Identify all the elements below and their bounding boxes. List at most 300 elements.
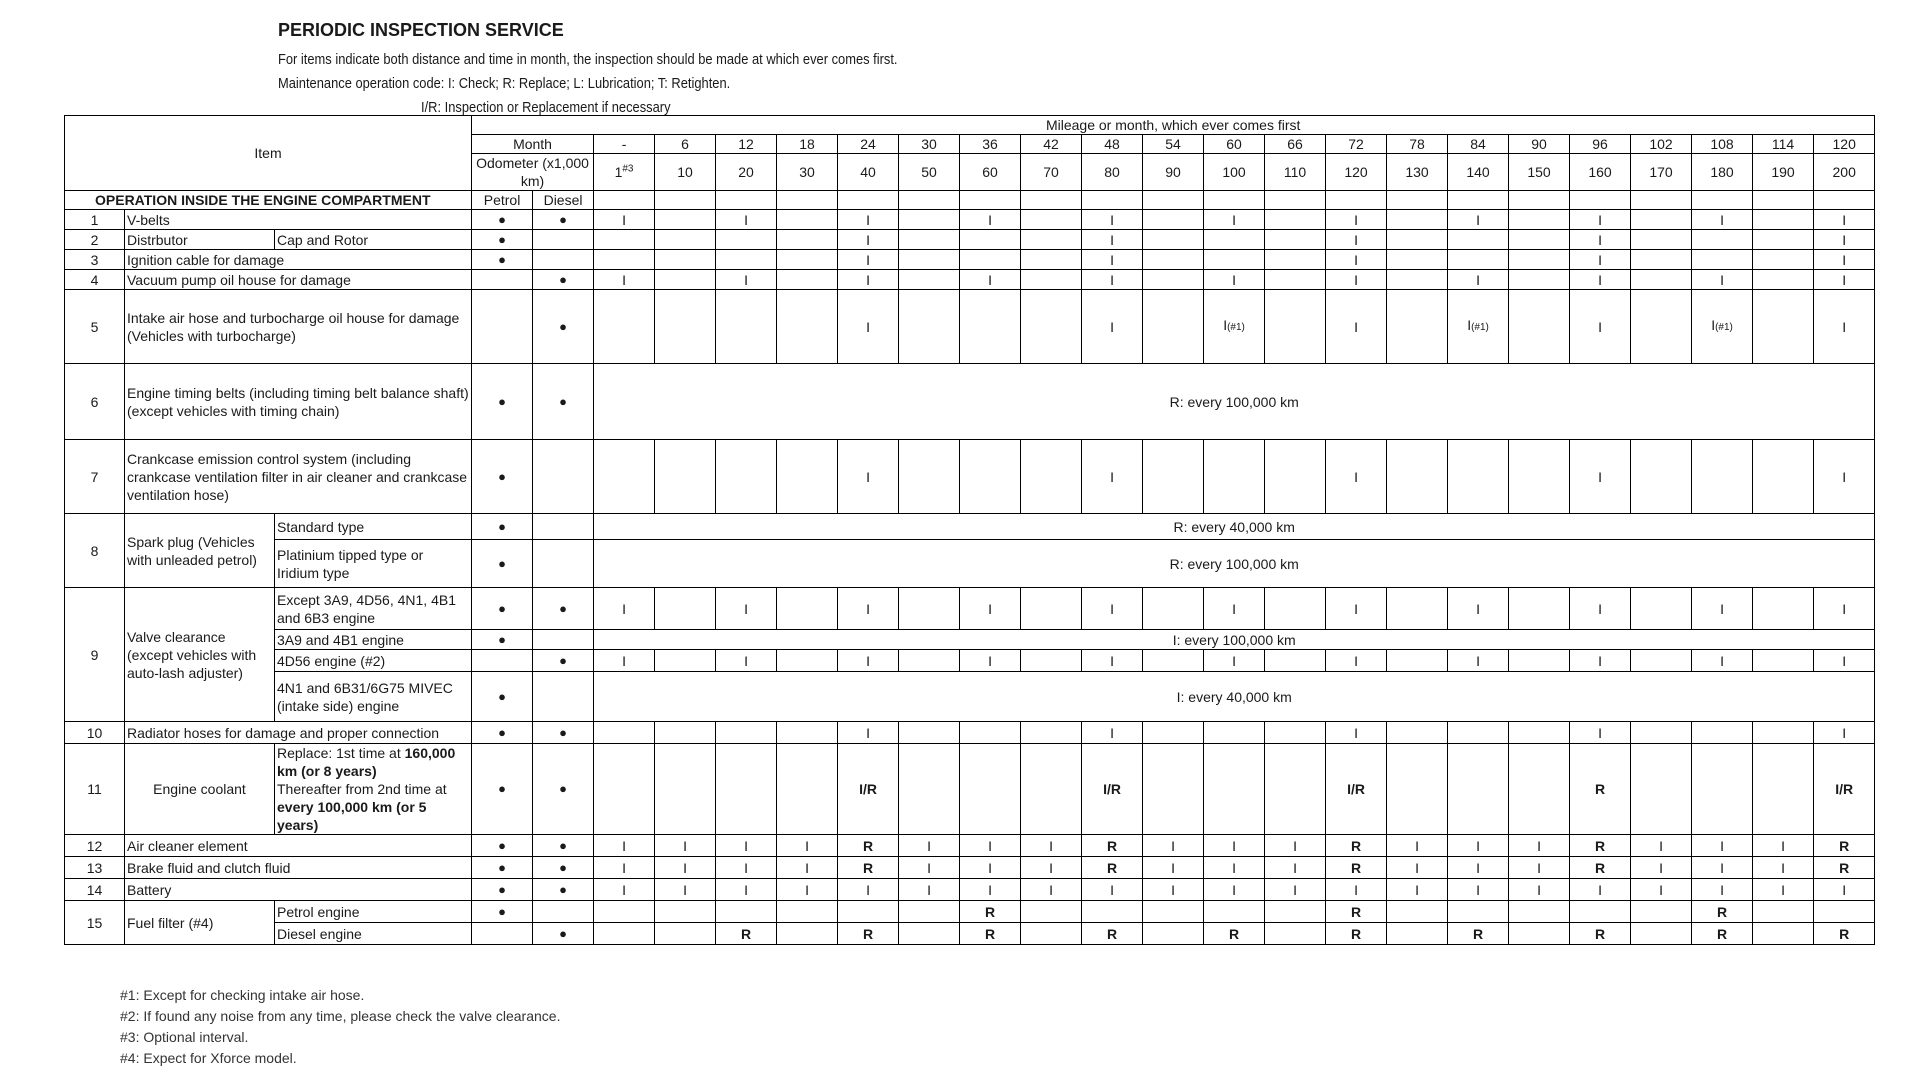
schedule-cell xyxy=(716,290,777,364)
schedule-cell: R xyxy=(1082,857,1143,879)
interval-span: I: every 40,000 km xyxy=(594,672,1875,722)
schedule-cell xyxy=(1509,440,1570,514)
item-name: Radiator hoses for damage and proper connection xyxy=(125,722,472,744)
item-name: Fuel filter (#4) xyxy=(125,901,275,945)
schedule-cell: I xyxy=(716,879,777,901)
schedule-cell xyxy=(1631,722,1692,744)
schedule-cell: I xyxy=(960,857,1021,879)
empty-cell xyxy=(1570,191,1631,210)
schedule-cell: R xyxy=(1692,901,1753,923)
schedule-cell xyxy=(594,250,655,270)
diesel-mark xyxy=(533,672,594,722)
petrol-mark: ● xyxy=(472,250,533,270)
month-value: 18 xyxy=(777,135,838,154)
schedule-cell: I xyxy=(960,210,1021,230)
petrol-mark: ● xyxy=(472,722,533,744)
schedule-cell: I xyxy=(1448,588,1509,630)
schedule-cell: R xyxy=(960,923,1021,945)
month-value: 66 xyxy=(1265,135,1326,154)
schedule-cell xyxy=(899,650,960,672)
item-subtype: Except 3A9, 4D56, 4N1, 4B1 and 6B3 engine xyxy=(275,588,472,630)
schedule-cell xyxy=(1631,270,1692,290)
schedule-cell: I xyxy=(838,650,899,672)
schedule-cell xyxy=(1631,210,1692,230)
schedule-cell xyxy=(960,744,1021,835)
table-row-1 xyxy=(65,210,1875,230)
schedule-cell xyxy=(960,722,1021,744)
schedule-cell: I xyxy=(1204,857,1265,879)
empty-cell xyxy=(1143,191,1204,210)
schedule-cell xyxy=(1814,901,1875,923)
schedule-cell: R xyxy=(1448,923,1509,945)
schedule-cell xyxy=(1753,210,1814,230)
schedule-cell xyxy=(1753,650,1814,672)
schedule-cell: I xyxy=(1692,879,1753,901)
month-value: 90 xyxy=(1509,135,1570,154)
schedule-cell xyxy=(777,270,838,290)
schedule-cell: I xyxy=(1814,879,1875,901)
footnote-2: #2: If found any noise from any time, please check the valve clearance. xyxy=(120,1008,561,1024)
interval-span: R: every 100,000 km xyxy=(594,540,1875,588)
row-number: 5 xyxy=(65,290,125,364)
schedule-cell xyxy=(1021,440,1082,514)
schedule-cell: R xyxy=(1326,901,1387,923)
schedule-cell xyxy=(777,210,838,230)
schedule-cell: I xyxy=(960,835,1021,857)
empty-cell xyxy=(960,191,1021,210)
item-name: Valve clearance (except vehicles with auto-lash adjuster) xyxy=(125,588,275,722)
schedule-cell: I xyxy=(1082,650,1143,672)
schedule-cell xyxy=(1387,901,1448,923)
diesel-mark: ● xyxy=(533,210,594,230)
schedule-cell xyxy=(1143,290,1204,364)
schedule-cell xyxy=(655,901,716,923)
schedule-cell xyxy=(655,440,716,514)
schedule-cell xyxy=(1753,722,1814,744)
schedule-cell xyxy=(1021,230,1082,250)
schedule-cell xyxy=(1387,588,1448,630)
footnotes xyxy=(120,985,560,1069)
schedule-cell: I(#1) xyxy=(1692,290,1753,364)
schedule-cell: I xyxy=(1509,879,1570,901)
month-value: 84 xyxy=(1448,135,1509,154)
schedule-cell: R xyxy=(1570,923,1631,945)
schedule-cell: I xyxy=(716,857,777,879)
diesel-mark: ● xyxy=(533,835,594,857)
petrol-mark xyxy=(472,923,533,945)
schedule-cell xyxy=(1387,744,1448,835)
table-row-8-2 xyxy=(65,540,1875,588)
empty-cell xyxy=(1021,191,1082,210)
schedule-cell xyxy=(655,230,716,250)
schedule-cell xyxy=(1509,744,1570,835)
petrol-mark: ● xyxy=(472,364,533,440)
schedule-cell: R xyxy=(838,835,899,857)
odometer-value: 200 xyxy=(1814,154,1875,191)
odometer-value: 70 xyxy=(1021,154,1082,191)
schedule-cell xyxy=(1692,744,1753,835)
schedule-cell: I xyxy=(838,588,899,630)
schedule-cell: I xyxy=(1082,270,1143,290)
table-row-2 xyxy=(65,230,1875,250)
schedule-cell xyxy=(899,250,960,270)
item-name: Vacuum pump oil house for damage xyxy=(125,270,472,290)
month-value: 78 xyxy=(1387,135,1448,154)
schedule-cell: I/R xyxy=(1814,744,1875,835)
schedule-cell: I xyxy=(1326,650,1387,672)
schedule-cell: I xyxy=(716,210,777,230)
schedule-cell: I xyxy=(716,650,777,672)
schedule-cell xyxy=(1143,250,1204,270)
schedule-cell: R xyxy=(1814,835,1875,857)
schedule-cell xyxy=(1448,230,1509,250)
schedule-cell: I xyxy=(1570,210,1631,230)
schedule-cell xyxy=(655,210,716,230)
month-value: 60 xyxy=(1204,135,1265,154)
coolant-note-part: 160,000 km (or 8 years) xyxy=(277,745,456,779)
odometer-value: 190 xyxy=(1753,154,1814,191)
schedule-cell: I xyxy=(1814,270,1875,290)
item-name: Ignition cable for damage xyxy=(125,250,472,270)
schedule-cell xyxy=(1631,744,1692,835)
schedule-cell xyxy=(1387,440,1448,514)
row-number: 15 xyxy=(65,901,125,945)
empty-cell xyxy=(777,191,838,210)
row-number: 6 xyxy=(65,364,125,440)
schedule-cell xyxy=(777,901,838,923)
schedule-cell xyxy=(777,250,838,270)
month-value: 36 xyxy=(960,135,1021,154)
schedule-cell: I xyxy=(1631,879,1692,901)
empty-cell xyxy=(1082,191,1143,210)
schedule-cell xyxy=(594,722,655,744)
month-value: 120 xyxy=(1814,135,1875,154)
schedule-cell: I xyxy=(1326,722,1387,744)
month-value: 114 xyxy=(1753,135,1814,154)
month-label: Month xyxy=(472,135,594,154)
schedule-cell xyxy=(1387,230,1448,250)
schedule-cell: I xyxy=(594,650,655,672)
interval-span: I: every 100,000 km xyxy=(594,630,1875,650)
month-value: 30 xyxy=(899,135,960,154)
item-name: Brake fluid and clutch fluid xyxy=(125,857,472,879)
schedule-cell: R xyxy=(1326,835,1387,857)
inspection-table-container xyxy=(64,115,1872,945)
schedule-cell xyxy=(594,901,655,923)
schedule-cell: R xyxy=(1082,923,1143,945)
schedule-cell xyxy=(1021,270,1082,290)
schedule-cell: I xyxy=(777,835,838,857)
month-value: 72 xyxy=(1326,135,1387,154)
schedule-cell: I xyxy=(1570,440,1631,514)
diesel-header: Diesel xyxy=(533,191,594,210)
schedule-cell xyxy=(1753,744,1814,835)
odometer-value: 130 xyxy=(1387,154,1448,191)
section-header-row xyxy=(65,191,1875,210)
schedule-cell xyxy=(1265,210,1326,230)
schedule-cell xyxy=(777,923,838,945)
diesel-mark xyxy=(533,630,594,650)
table-row-4 xyxy=(65,270,1875,290)
item-subtype: Platinium tipped type or Iridium type xyxy=(275,540,472,588)
empty-cell xyxy=(594,191,655,210)
schedule-cell xyxy=(1387,650,1448,672)
table-row-11 xyxy=(65,744,1875,835)
schedule-cell: I/R xyxy=(1326,744,1387,835)
diesel-mark xyxy=(533,901,594,923)
table-row-9-4 xyxy=(65,672,1875,722)
row-number: 3 xyxy=(65,250,125,270)
schedule-cell xyxy=(1204,722,1265,744)
inspection-table xyxy=(64,115,1875,945)
table-row-15-2 xyxy=(65,923,1875,945)
schedule-cell xyxy=(1448,744,1509,835)
schedule-cell xyxy=(1265,923,1326,945)
empty-cell xyxy=(1631,191,1692,210)
schedule-cell xyxy=(1143,722,1204,744)
item-name: Engine coolant xyxy=(125,744,275,835)
schedule-cell: I xyxy=(1448,210,1509,230)
schedule-cell: I xyxy=(1814,250,1875,270)
schedule-cell: I xyxy=(1631,857,1692,879)
schedule-cell: I xyxy=(655,879,716,901)
schedule-cell: I xyxy=(594,210,655,230)
schedule-cell xyxy=(1387,250,1448,270)
schedule-cell xyxy=(838,901,899,923)
empty-cell xyxy=(1204,191,1265,210)
schedule-cell: R xyxy=(1814,923,1875,945)
schedule-cell: I xyxy=(1265,879,1326,901)
schedule-cell: I/R xyxy=(1082,744,1143,835)
schedule-cell: I xyxy=(838,270,899,290)
intro-line-1: For items indicate both distance and time in month, the inspection should be made at which ever comes first. xyxy=(278,51,898,68)
schedule-cell xyxy=(716,901,777,923)
schedule-cell: I xyxy=(1082,722,1143,744)
item-name: Battery xyxy=(125,879,472,901)
petrol-mark xyxy=(472,290,533,364)
schedule-cell: I xyxy=(1143,857,1204,879)
schedule-cell: I xyxy=(777,879,838,901)
table-row-10 xyxy=(65,722,1875,744)
schedule-cell: I xyxy=(838,210,899,230)
diesel-mark xyxy=(533,230,594,250)
schedule-cell xyxy=(716,744,777,835)
schedule-cell xyxy=(1387,270,1448,290)
schedule-cell: I xyxy=(716,588,777,630)
schedule-cell xyxy=(594,744,655,835)
item-name: Distrbutor xyxy=(125,230,275,250)
coolant-note-part: every 100,000 km (or 5 years) xyxy=(277,799,427,833)
schedule-cell xyxy=(1387,722,1448,744)
interval-span: R: every 100,000 km xyxy=(594,364,1875,440)
schedule-cell xyxy=(1509,210,1570,230)
schedule-cell xyxy=(1204,901,1265,923)
table-row-9-2 xyxy=(65,630,1875,650)
schedule-cell xyxy=(777,230,838,250)
odometer-value: 30 xyxy=(777,154,838,191)
row-number: 1 xyxy=(65,210,125,230)
section-title: OPERATION INSIDE THE ENGINE COMPARTMENT xyxy=(65,191,472,210)
schedule-cell xyxy=(1204,744,1265,835)
mileage-header: Mileage or month, which ever comes first xyxy=(472,116,1875,135)
schedule-cell xyxy=(1692,440,1753,514)
schedule-cell: I xyxy=(1753,857,1814,879)
schedule-cell: I xyxy=(594,857,655,879)
diesel-mark xyxy=(533,540,594,588)
schedule-cell xyxy=(655,744,716,835)
schedule-cell xyxy=(1021,650,1082,672)
schedule-cell xyxy=(1631,588,1692,630)
petrol-mark: ● xyxy=(472,540,533,588)
empty-cell xyxy=(1448,191,1509,210)
schedule-cell: R xyxy=(716,923,777,945)
schedule-cell: I xyxy=(777,857,838,879)
schedule-cell: I xyxy=(1692,835,1753,857)
schedule-cell xyxy=(594,290,655,364)
schedule-cell: I xyxy=(1143,879,1204,901)
schedule-cell xyxy=(777,588,838,630)
petrol-mark: ● xyxy=(472,879,533,901)
item-name: Spark plug (Vehicles with unleaded petrol) xyxy=(125,514,275,588)
schedule-cell: I xyxy=(1814,588,1875,630)
schedule-cell xyxy=(777,650,838,672)
schedule-cell xyxy=(1631,923,1692,945)
diesel-mark: ● xyxy=(533,290,594,364)
schedule-cell: R xyxy=(838,923,899,945)
schedule-cell xyxy=(594,230,655,250)
schedule-cell: I xyxy=(1448,835,1509,857)
schedule-cell xyxy=(899,210,960,230)
item-name: Air cleaner element xyxy=(125,835,472,857)
schedule-cell xyxy=(1387,210,1448,230)
schedule-cell: I xyxy=(1204,270,1265,290)
odometer-value: 20 xyxy=(716,154,777,191)
schedule-cell: I xyxy=(1021,857,1082,879)
diesel-mark: ● xyxy=(533,364,594,440)
schedule-cell xyxy=(594,440,655,514)
schedule-cell: I xyxy=(1326,879,1387,901)
schedule-cell xyxy=(716,230,777,250)
empty-cell xyxy=(838,191,899,210)
schedule-cell xyxy=(716,440,777,514)
diesel-mark xyxy=(533,250,594,270)
odometer-value: 170 xyxy=(1631,154,1692,191)
diesel-mark: ● xyxy=(533,857,594,879)
coolant-note-part: Replace: 1st time at xyxy=(277,745,405,761)
petrol-mark: ● xyxy=(472,835,533,857)
footnote-1: #1: Except for checking intake air hose. xyxy=(120,987,365,1003)
empty-cell xyxy=(899,191,960,210)
schedule-cell xyxy=(777,744,838,835)
schedule-cell: I xyxy=(960,650,1021,672)
odometer-value: 60 xyxy=(960,154,1021,191)
schedule-cell xyxy=(655,290,716,364)
odometer-value: 10 xyxy=(655,154,716,191)
schedule-cell: I xyxy=(1448,650,1509,672)
schedule-cell xyxy=(1631,650,1692,672)
odometer-value: 50 xyxy=(899,154,960,191)
schedule-cell xyxy=(1631,440,1692,514)
schedule-cell xyxy=(1265,744,1326,835)
schedule-cell xyxy=(655,923,716,945)
schedule-cell xyxy=(960,230,1021,250)
schedule-cell: I xyxy=(899,857,960,879)
schedule-cell xyxy=(1143,588,1204,630)
schedule-cell xyxy=(1204,250,1265,270)
diesel-mark xyxy=(533,514,594,540)
table-row-15-1 xyxy=(65,901,1875,923)
schedule-cell: I xyxy=(1570,588,1631,630)
schedule-cell xyxy=(899,901,960,923)
schedule-cell: I xyxy=(1204,588,1265,630)
schedule-cell xyxy=(899,588,960,630)
schedule-cell xyxy=(1509,901,1570,923)
schedule-cell xyxy=(899,722,960,744)
row-number: 13 xyxy=(65,857,125,879)
schedule-cell xyxy=(1265,250,1326,270)
footnote-4: #4: Expect for Xforce model. xyxy=(120,1050,297,1066)
empty-cell xyxy=(655,191,716,210)
odometer-value: 160 xyxy=(1570,154,1631,191)
schedule-cell: I xyxy=(1631,835,1692,857)
schedule-cell xyxy=(1753,270,1814,290)
odometer-value: 1$^{\#3}$ xyxy=(594,154,655,191)
schedule-cell: I xyxy=(1265,835,1326,857)
schedule-cell: I xyxy=(838,290,899,364)
empty-cell xyxy=(1753,191,1814,210)
petrol-mark: ● xyxy=(472,514,533,540)
table-row-5 xyxy=(65,290,1875,364)
schedule-cell: R xyxy=(1570,744,1631,835)
petrol-mark: ● xyxy=(472,630,533,650)
item-subtype: Standard type xyxy=(275,514,472,540)
month-value: 12 xyxy=(716,135,777,154)
schedule-cell: I xyxy=(1265,857,1326,879)
schedule-cell xyxy=(1021,250,1082,270)
item-subtype: Diesel engine xyxy=(275,923,472,945)
schedule-cell xyxy=(1265,270,1326,290)
schedule-cell: I(#1) xyxy=(1448,290,1509,364)
schedule-cell: I xyxy=(1204,835,1265,857)
odometer-value: 40 xyxy=(838,154,899,191)
schedule-cell xyxy=(777,440,838,514)
schedule-cell: I xyxy=(716,270,777,290)
schedule-cell: I xyxy=(1570,650,1631,672)
schedule-cell: I xyxy=(1570,270,1631,290)
diesel-mark: ● xyxy=(533,879,594,901)
schedule-cell: I xyxy=(838,250,899,270)
diesel-mark: ● xyxy=(533,270,594,290)
schedule-cell: I xyxy=(1326,210,1387,230)
empty-cell xyxy=(1509,191,1570,210)
schedule-cell xyxy=(899,270,960,290)
petrol-header: Petrol xyxy=(472,191,533,210)
schedule-cell xyxy=(1143,923,1204,945)
schedule-cell xyxy=(716,250,777,270)
schedule-cell xyxy=(1143,744,1204,835)
schedule-cell xyxy=(1143,650,1204,672)
table-row-9-1 xyxy=(65,588,1875,630)
intro-line-3: I/R: Inspection or Replacement if necessary xyxy=(421,99,671,116)
month-value: 48 xyxy=(1082,135,1143,154)
schedule-cell xyxy=(1021,901,1082,923)
schedule-cell: I xyxy=(1692,270,1753,290)
schedule-cell: I xyxy=(1021,879,1082,901)
odometer-value: 90 xyxy=(1143,154,1204,191)
schedule-cell xyxy=(1509,250,1570,270)
schedule-cell: R xyxy=(1570,835,1631,857)
schedule-cell: I xyxy=(1692,210,1753,230)
